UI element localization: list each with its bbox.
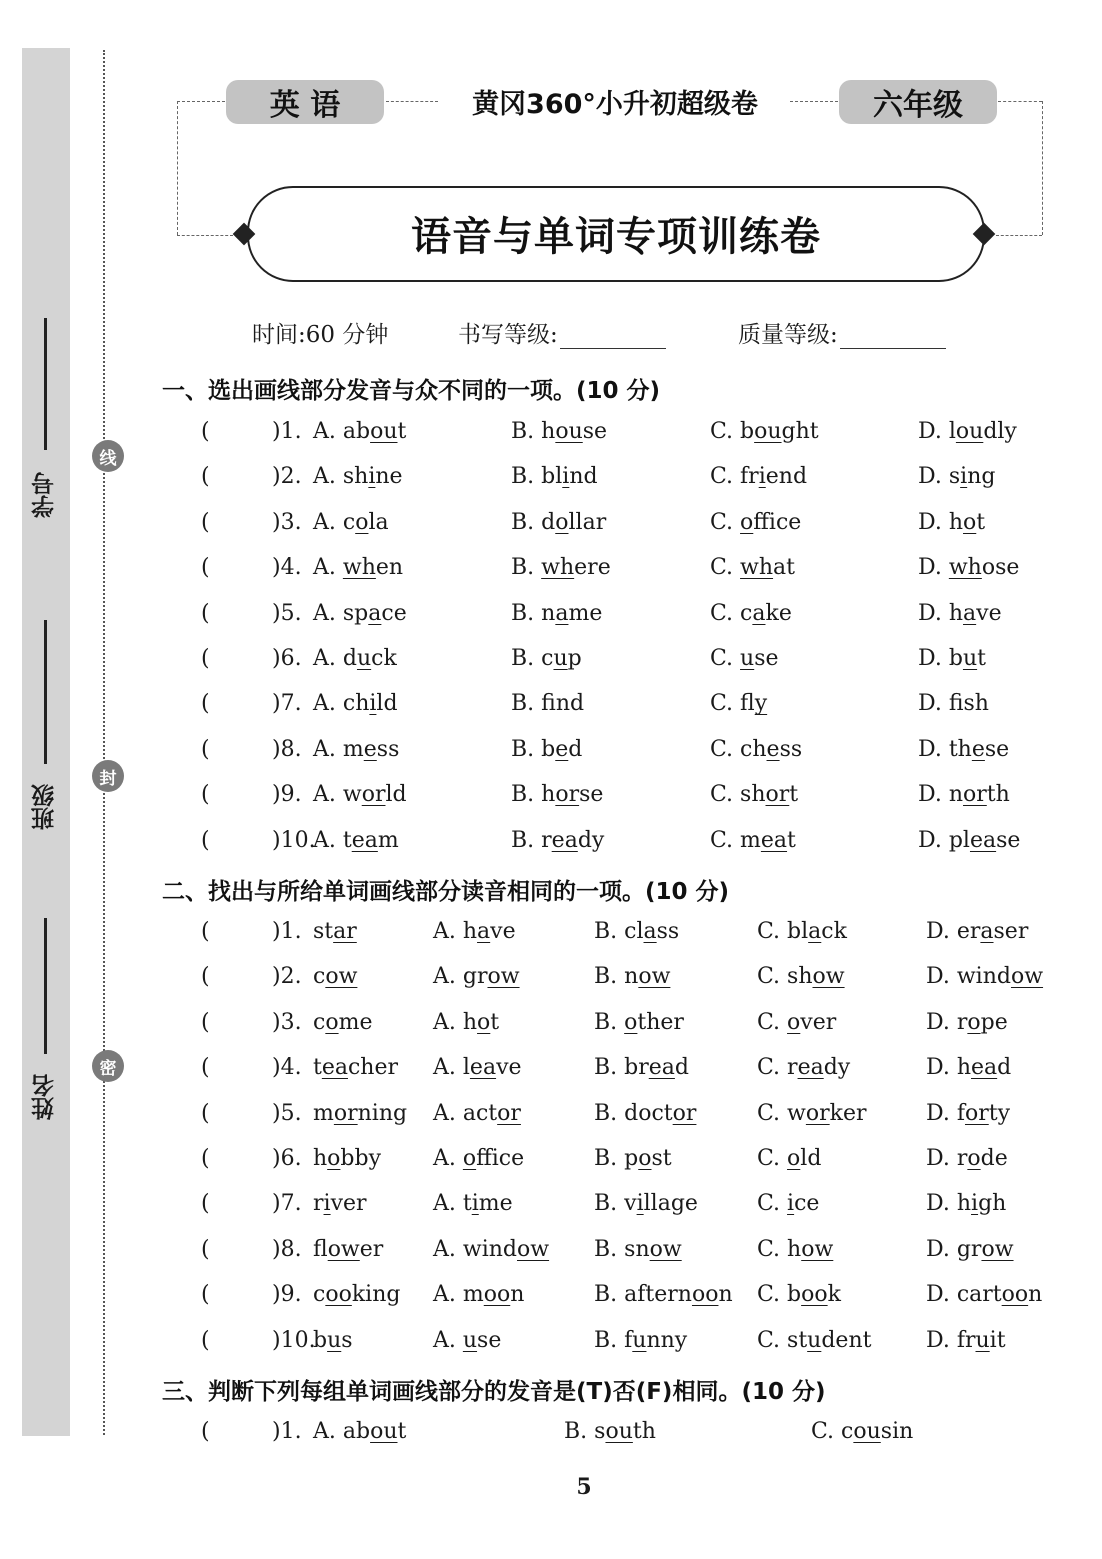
- option-b: B. doctor: [594, 1100, 697, 1126]
- option-d: D. please: [918, 827, 1021, 853]
- option-c: C. fly: [710, 691, 768, 717]
- underlined-part: oo: [801, 1282, 828, 1308]
- option-b: B. afternoon: [594, 1282, 733, 1308]
- answer-paren[interactable]: (: [201, 1419, 210, 1444]
- underlined-part: i: [971, 1191, 979, 1217]
- question-number: )2.: [272, 964, 302, 990]
- option-b: B. bread: [594, 1055, 689, 1081]
- option-c: C. black: [757, 919, 847, 944]
- underlined-part: u: [740, 646, 755, 671]
- underlined-part: or: [333, 1100, 358, 1126]
- underlined-part: ea: [551, 827, 578, 853]
- option-d: D. grow: [926, 1236, 1014, 1262]
- question-row: [0, 1146, 1102, 1178]
- underlined-part: i: [960, 464, 968, 490]
- question-number: )2.: [272, 464, 302, 490]
- question-number: )8.: [272, 736, 302, 762]
- underlined-part: o: [355, 509, 369, 535]
- underlined-part: ow: [327, 1236, 360, 1262]
- writing-grade-label: 书写等级:: [458, 322, 558, 348]
- underlined-part: a: [980, 919, 994, 944]
- question-row: [0, 419, 1102, 451]
- answer-paren[interactable]: (: [201, 555, 210, 581]
- underlined-part: oo: [1001, 1282, 1029, 1308]
- underlined-part: ou: [605, 1419, 633, 1444]
- option-a: A. when: [313, 555, 404, 581]
- question-number: )10.: [272, 827, 316, 853]
- underlined-part: ow: [981, 1236, 1014, 1262]
- question-row: [0, 1237, 1102, 1269]
- underlined-part: or: [765, 782, 790, 808]
- quality-grade: [738, 316, 946, 349]
- underlined-part: or: [963, 782, 987, 808]
- question-row: [0, 1010, 1102, 1042]
- underlined-part: ou: [555, 419, 583, 444]
- option-b: B. class: [594, 919, 680, 944]
- name-label: 姓名: [32, 1074, 58, 1120]
- question-row: [0, 919, 1102, 951]
- question-number: )1.: [272, 1419, 302, 1444]
- option-b: B. funny: [594, 1327, 688, 1353]
- question-prompt-word: morning: [313, 1100, 408, 1126]
- answer-paren[interactable]: (: [201, 419, 210, 444]
- option-d: D. these: [918, 736, 1010, 762]
- option-c: C. ice: [757, 1191, 820, 1217]
- option-b: B. house: [511, 419, 608, 444]
- option-d: D. loudly: [918, 419, 1017, 444]
- answer-paren[interactable]: (: [201, 736, 210, 762]
- underlined-part: o: [963, 509, 977, 535]
- underlined-part: u: [632, 1327, 647, 1353]
- underlined-part: oo: [325, 1282, 352, 1308]
- answer-paren[interactable]: (: [201, 782, 210, 808]
- option-b: B. cup: [511, 646, 582, 671]
- header-dash: [177, 101, 178, 235]
- underlined-part: a: [477, 919, 491, 944]
- underlined-part: ou: [853, 1419, 881, 1444]
- underlined-part: o: [462, 1146, 477, 1171]
- answer-paren[interactable]: (: [201, 691, 210, 717]
- underlined-part: or: [672, 1100, 697, 1126]
- option-c: C. worker: [757, 1100, 867, 1126]
- question-number: )4.: [272, 1055, 302, 1081]
- underlined-part: ar: [333, 919, 357, 944]
- question-row: [0, 601, 1102, 633]
- underlined-part: or: [497, 1100, 521, 1126]
- option-a: A. about: [313, 419, 407, 444]
- option-c: C. book: [757, 1282, 841, 1308]
- question-row: [0, 1055, 1102, 1087]
- time-limit: 时间:60 分钟: [252, 322, 389, 348]
- option-c: C. use: [710, 646, 779, 671]
- underlined-part: e: [555, 736, 569, 762]
- option-a: A. moon: [433, 1282, 525, 1308]
- question-row: [0, 646, 1102, 678]
- option-b: B. dollar: [511, 509, 607, 535]
- question-number: )6.: [272, 1146, 302, 1171]
- option-c: C. short: [710, 782, 799, 808]
- question-prompt-word: bus: [313, 1327, 353, 1353]
- option-a: A. space: [313, 600, 407, 626]
- answer-paren[interactable]: (: [201, 1236, 210, 1262]
- option-b: B. ready: [511, 827, 605, 853]
- underlined-part: ea: [351, 827, 378, 853]
- underlined-part: oo: [483, 1282, 511, 1308]
- underlined-part: i: [636, 1191, 644, 1217]
- question-row: [0, 555, 1102, 587]
- underlined-part: u: [962, 646, 978, 671]
- option-c: C. how: [757, 1236, 834, 1262]
- underlined-part: ow: [1010, 964, 1044, 990]
- option-d: D. hot: [918, 509, 986, 535]
- underlined-part: ow: [517, 1236, 550, 1262]
- answer-paren[interactable]: (: [201, 919, 210, 944]
- underlined-part: ou: [754, 419, 782, 444]
- underlined-part: ea: [648, 1055, 675, 1081]
- question-number: )1.: [272, 919, 302, 944]
- option-d: D. whose: [918, 555, 1020, 581]
- student-id-label: 学号: [32, 472, 58, 518]
- question-number: )7.: [272, 1191, 302, 1217]
- answer-paren[interactable]: (: [201, 1009, 210, 1035]
- option-a: A. grow: [433, 964, 520, 990]
- option-b: B. blind: [511, 464, 598, 490]
- underlined-part: y: [754, 691, 768, 717]
- question-row: [0, 1101, 1102, 1133]
- underlined-part: u: [807, 1327, 822, 1353]
- underlined-part: i: [323, 1191, 331, 1217]
- underlined-part: u: [975, 1327, 990, 1353]
- underlined-part: ow: [801, 1236, 834, 1262]
- underlined-part: a: [752, 600, 766, 626]
- underlined-part: o: [325, 1009, 339, 1035]
- question-number: )10.: [272, 1327, 316, 1353]
- option-b: B. horse: [511, 782, 604, 808]
- underlined-part: a: [555, 600, 569, 626]
- seal-seal-mark: 封: [92, 760, 124, 792]
- option-d: D. but: [918, 646, 986, 671]
- underlined-part: e: [363, 736, 377, 762]
- answer-paren[interactable]: (: [201, 1146, 210, 1171]
- underlined-part: wh: [342, 555, 376, 581]
- option-b: B. now: [594, 964, 671, 990]
- question-prompt-word: teacher: [313, 1055, 399, 1081]
- answer-paren[interactable]: (: [201, 600, 210, 626]
- question-number: )9.: [272, 1282, 302, 1308]
- question-row: [0, 1191, 1102, 1223]
- option-d: D. fsh: [918, 691, 989, 717]
- option-c: C. chess: [710, 736, 803, 762]
- option-b: B. south: [564, 1419, 656, 1444]
- header-dash: [177, 235, 233, 236]
- option-a: A. about: [313, 1419, 407, 1444]
- option-c: C. cake: [710, 600, 792, 626]
- option-a: A. shine: [313, 464, 403, 490]
- option-d: D. window: [926, 964, 1044, 990]
- header-dash: [386, 101, 438, 102]
- underlined-part: o: [624, 1009, 638, 1035]
- answer-paren[interactable]: (: [201, 1327, 210, 1353]
- option-d: D. sing: [918, 464, 996, 490]
- underlined-part: i: [369, 691, 377, 717]
- question-number: )5.: [272, 600, 302, 626]
- header-dash: [790, 101, 838, 102]
- quality-grade-label: 质量等级:: [738, 322, 838, 348]
- question-row: [0, 1282, 1102, 1314]
- underlined-part: wh: [948, 555, 982, 581]
- page-title: 语音与单词专项训练卷: [411, 213, 821, 260]
- option-c: C. student: [757, 1327, 872, 1353]
- option-c: C. what: [710, 555, 796, 581]
- section-2-title: 二、找出与所给单词画线部分读音相同的一项。(10 分): [162, 879, 730, 905]
- option-b: B. post: [594, 1146, 672, 1171]
- option-b: B. bed: [511, 736, 583, 762]
- option-d: D. cartoon: [926, 1282, 1043, 1308]
- writing-grade-blank[interactable]: [560, 348, 666, 349]
- underlined-part: ou: [955, 419, 984, 444]
- underlined-part: ou: [370, 419, 398, 444]
- underlined-part: ou: [370, 1419, 398, 1444]
- option-a: A. cola: [313, 509, 389, 535]
- option-a: A. team: [313, 827, 399, 853]
- option-c: C. meat: [710, 827, 796, 853]
- underlined-part: o: [555, 509, 569, 535]
- answer-paren[interactable]: (: [201, 646, 210, 671]
- option-b: B. snow: [594, 1236, 682, 1262]
- answer-paren[interactable]: (: [201, 1055, 210, 1081]
- underlined-part: ow: [325, 964, 358, 990]
- underlined-part: ea: [321, 1055, 348, 1081]
- question-row: [0, 1328, 1102, 1360]
- underlined-part: or: [361, 782, 386, 808]
- question-row: [0, 964, 1102, 996]
- option-d: D. eraser: [926, 919, 1029, 944]
- page-number: 5: [576, 1474, 592, 1500]
- underlined-part: or: [964, 1100, 989, 1126]
- question-prompt-word: flower: [313, 1236, 384, 1262]
- option-c: C. friend: [710, 464, 808, 490]
- question-row: [0, 828, 1102, 860]
- question-number: )9.: [272, 782, 302, 808]
- option-d: D. north: [918, 782, 1010, 808]
- option-c: C. show: [757, 964, 845, 990]
- option-a: A. world: [313, 782, 407, 808]
- underlined-part: ow: [638, 964, 671, 990]
- question-number: )6.: [272, 646, 302, 671]
- answer-paren[interactable]: (: [201, 1191, 210, 1217]
- underlined-part: o: [638, 1146, 652, 1171]
- underlined-part: ea: [797, 1055, 824, 1081]
- question-prompt-word: come: [313, 1009, 373, 1035]
- option-a: A. hot: [433, 1009, 500, 1035]
- option-a: A. leave: [433, 1055, 522, 1081]
- underlined-part: o: [787, 1009, 801, 1035]
- seal-line-mark: 线: [92, 440, 124, 472]
- underlined-part: ow: [812, 964, 845, 990]
- question-number: )3.: [272, 509, 302, 535]
- option-c: C. office: [710, 509, 802, 535]
- option-d: D. high: [926, 1191, 1007, 1217]
- question-number: )3.: [272, 1009, 302, 1035]
- option-a: A. have: [433, 919, 516, 944]
- underlined-part: i: [471, 1191, 479, 1217]
- option-d: D. have: [918, 600, 1002, 626]
- series-title: 黄冈360°小升初超级卷: [472, 89, 758, 120]
- question-row: [0, 782, 1102, 814]
- question-number: )7.: [272, 691, 302, 717]
- quality-grade-blank[interactable]: [840, 348, 946, 349]
- underlined-part: i: [562, 464, 570, 490]
- underlined-part: ow: [487, 964, 520, 990]
- underlined-part: a: [368, 600, 382, 626]
- option-a: A. time: [433, 1191, 513, 1217]
- header-dash: [998, 101, 1042, 102]
- header-dash: [996, 235, 1042, 236]
- question-number: )4.: [272, 555, 302, 581]
- answer-paren[interactable]: (: [201, 1282, 210, 1308]
- option-c: C. bought: [710, 419, 819, 444]
- question-row: [0, 510, 1102, 542]
- underlined-part: e: [971, 736, 985, 762]
- subject-badge: 英 语: [226, 80, 384, 124]
- option-a: A. mess: [313, 736, 400, 762]
- question-prompt-word: cow: [313, 964, 358, 990]
- option-a: A. child: [313, 691, 398, 717]
- option-b: B. other: [594, 1009, 684, 1035]
- answer-paren[interactable]: (: [201, 964, 210, 990]
- underlined-part: u: [356, 646, 372, 671]
- option-a: A. office: [433, 1146, 525, 1171]
- option-b: B. fnd: [511, 691, 585, 717]
- underlined-part: e: [766, 736, 780, 762]
- option-b: B. name: [511, 600, 603, 626]
- question-prompt-word: hobby: [313, 1146, 382, 1171]
- underlined-part: o: [967, 1009, 981, 1035]
- option-d: D. head: [926, 1055, 1012, 1081]
- option-c: C. old: [757, 1146, 822, 1171]
- option-a: A. duck: [313, 646, 397, 671]
- underlined-part: wh: [541, 555, 575, 581]
- underlined-part: u: [327, 1327, 342, 1353]
- underlined-part: o: [967, 1146, 981, 1171]
- underlined-part: ea: [971, 1055, 998, 1081]
- underlined-part: o: [787, 1146, 801, 1171]
- underlined-part: i: [787, 1191, 795, 1217]
- section-1-title: 一、选出画线部分发音与众不同的一项。(10 分): [162, 378, 661, 404]
- answer-paren[interactable]: (: [201, 827, 210, 853]
- question-prompt-word: cooking: [313, 1282, 401, 1308]
- option-d: D. forty: [926, 1100, 1011, 1126]
- seal-secret-mark: 密: [92, 1050, 124, 1082]
- underlined-part: a: [643, 919, 657, 944]
- underlined-part: ea: [969, 827, 997, 853]
- option-c: C. over: [757, 1009, 837, 1035]
- question-prompt-word: river: [313, 1191, 367, 1217]
- writing-grade: [458, 316, 666, 349]
- question-row: [0, 1419, 1102, 1451]
- option-c: C. cousin: [811, 1419, 914, 1444]
- underlined-part: o: [740, 509, 754, 535]
- underlined-part: o: [327, 1146, 341, 1171]
- header-dash: [177, 101, 225, 102]
- option-c: C. ready: [757, 1055, 851, 1081]
- question-row: [0, 691, 1102, 723]
- underlined-part: u: [462, 1327, 478, 1353]
- option-a: A. actor: [433, 1100, 521, 1126]
- underlined-part: ow: [649, 1236, 682, 1262]
- answer-paren[interactable]: (: [201, 509, 210, 535]
- underlined-part: i: [368, 464, 376, 490]
- question-row: [0, 737, 1102, 769]
- question-row: [0, 464, 1102, 496]
- underlined-part: a: [808, 919, 822, 944]
- option-d: D. fruit: [926, 1327, 1006, 1353]
- underlined-part: or: [805, 1100, 830, 1126]
- question-number: )1.: [272, 419, 302, 444]
- underlined-part: u: [553, 646, 568, 671]
- section-3-title: 三、判断下列每组单词画线部分的发音是(T)否(F)相同。(10 分): [162, 1379, 826, 1405]
- option-d: D. rope: [926, 1009, 1008, 1035]
- option-a: A. use: [433, 1327, 502, 1353]
- underlined-part: ea: [760, 827, 788, 853]
- option-b: B. where: [511, 555, 611, 581]
- underlined-part: a: [963, 600, 977, 626]
- underlined-part: i: [758, 464, 766, 490]
- option-d: D. rode: [926, 1146, 1008, 1171]
- class-label: 班级: [32, 784, 58, 830]
- underlined-part: ea: [469, 1055, 497, 1081]
- grade-badge: 六年级: [839, 80, 997, 124]
- header-dash: [1042, 101, 1043, 235]
- underlined-part: oo: [691, 1282, 719, 1308]
- question-prompt-word: star: [313, 919, 357, 944]
- option-a: A. window: [433, 1236, 550, 1262]
- underlined-part: or: [555, 782, 580, 808]
- underlined-part: o: [477, 1009, 491, 1035]
- question-number: )8.: [272, 1236, 302, 1262]
- underlined-part: wh: [740, 555, 774, 581]
- option-b: B. village: [594, 1191, 698, 1217]
- answer-paren[interactable]: (: [201, 464, 210, 490]
- answer-paren[interactable]: (: [201, 1100, 210, 1126]
- question-number: )5.: [272, 1100, 302, 1126]
